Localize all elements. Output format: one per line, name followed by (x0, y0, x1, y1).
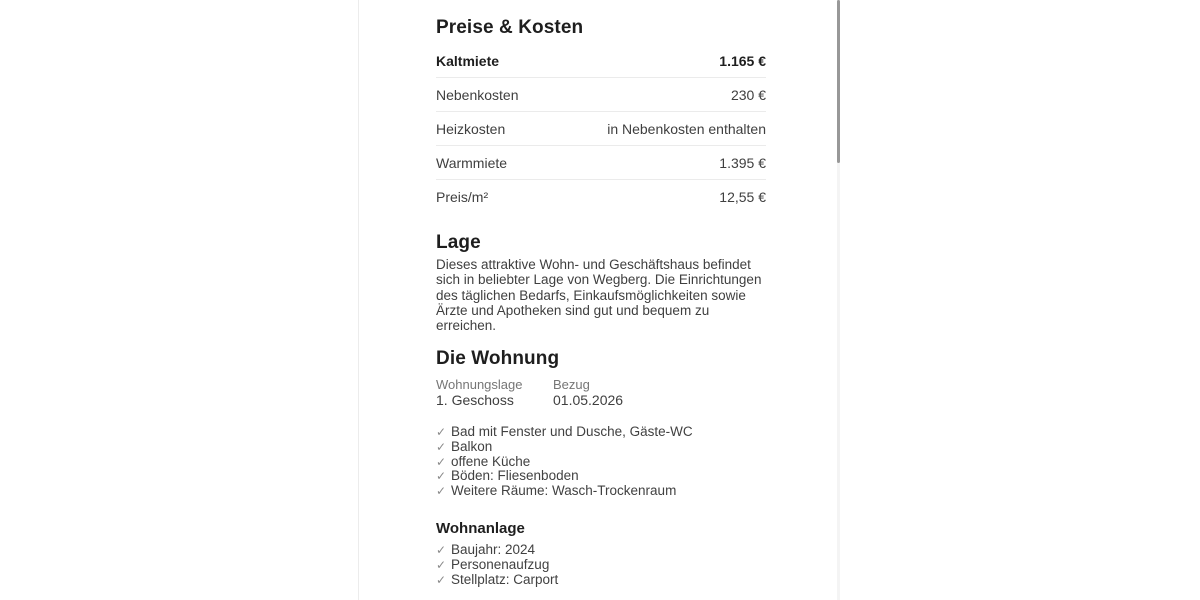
list-item (436, 484, 766, 499)
fact-label: Wohnungslage (436, 377, 523, 393)
price-value: 12,55 € (719, 189, 766, 205)
location-description: Dieses attraktive Wohn- und Geschäftshaus befindet sich in beliebter Lage von Wegberg. Die Einrichtungen des täglichen Bedarfs, Einkaufsmöglichkeiten sowie Ärzte und Apotheken sind gut und bequem zu erreichen. (436, 257, 762, 334)
price-value: 230 € (730, 86, 766, 103)
feature-text: Weitere Räume: Wasch-Trockenraum (451, 482, 677, 498)
price-table (436, 44, 766, 214)
fact-value: 1. Geschoss (436, 392, 514, 409)
check-icon: ✓ (436, 454, 447, 469)
check-icon: ✓ (436, 440, 447, 455)
list-item (436, 455, 766, 470)
apartment-facts (436, 377, 766, 409)
prices-section (436, 16, 766, 214)
apartment-section-title: Die Wohnung (436, 348, 560, 370)
check-icon: ✓ (436, 543, 447, 558)
feature-text: Balkon (451, 439, 493, 455)
price-value: in Nebenkosten enthalten (607, 120, 766, 137)
building-feature-list (436, 543, 766, 587)
feature-text: offene Küche (451, 453, 531, 469)
fact-value: 01.05.2026 (553, 392, 624, 409)
feature-text: Personenaufzug (451, 557, 550, 573)
price-row-warmmiete (436, 146, 766, 180)
scrollbar-track[interactable] (837, 0, 840, 600)
price-row-nebenkosten (436, 78, 766, 112)
prices-section-title: Preise & Kosten (436, 17, 584, 38)
feature-text: Böden: Fliesenboden (451, 468, 579, 484)
location-section (436, 231, 766, 333)
price-row-heizkosten (436, 112, 766, 146)
location-section-title: Lage (436, 232, 481, 253)
scrollbar-thumb[interactable] (837, 0, 840, 163)
check-icon: ✓ (436, 425, 447, 440)
building-section-title: Wohnanlage (436, 520, 525, 538)
check-icon: ✓ (436, 558, 447, 573)
feature-text: Baujahr: 2024 (451, 542, 536, 558)
list-item (436, 425, 766, 440)
list-item (436, 440, 766, 455)
check-icon: ✓ (436, 483, 447, 498)
price-value: 1.395 € (719, 154, 766, 171)
list-item (436, 543, 766, 558)
price-row-preis-m2 (436, 180, 766, 214)
fact-wohnungslage (436, 377, 553, 409)
apartment-section (436, 347, 766, 498)
fact-bezug (553, 377, 670, 409)
list-item (436, 469, 766, 484)
price-value: 1.165 € (719, 52, 766, 69)
price-label: Preis/m² (436, 189, 489, 205)
check-icon: ✓ (436, 572, 447, 587)
feature-text: Stellplatz: Carport (451, 571, 559, 587)
feature-text: Bad mit Fenster und Dusche, Gäste-WC (451, 424, 693, 440)
list-item (436, 558, 766, 573)
check-icon: ✓ (436, 469, 447, 484)
price-label: Kaltmiete (436, 52, 500, 69)
price-label: Warmmiete (436, 154, 508, 171)
price-label: Nebenkosten (436, 86, 519, 103)
apartment-feature-list (436, 425, 766, 498)
price-row-kaltmiete (436, 44, 766, 78)
list-item (436, 573, 766, 588)
building-section (436, 519, 766, 587)
price-label: Heizkosten (436, 120, 506, 137)
listing-detail-panel (358, 0, 841, 600)
listing-detail-content (359, 0, 841, 587)
fact-label: Bezug (553, 377, 590, 393)
